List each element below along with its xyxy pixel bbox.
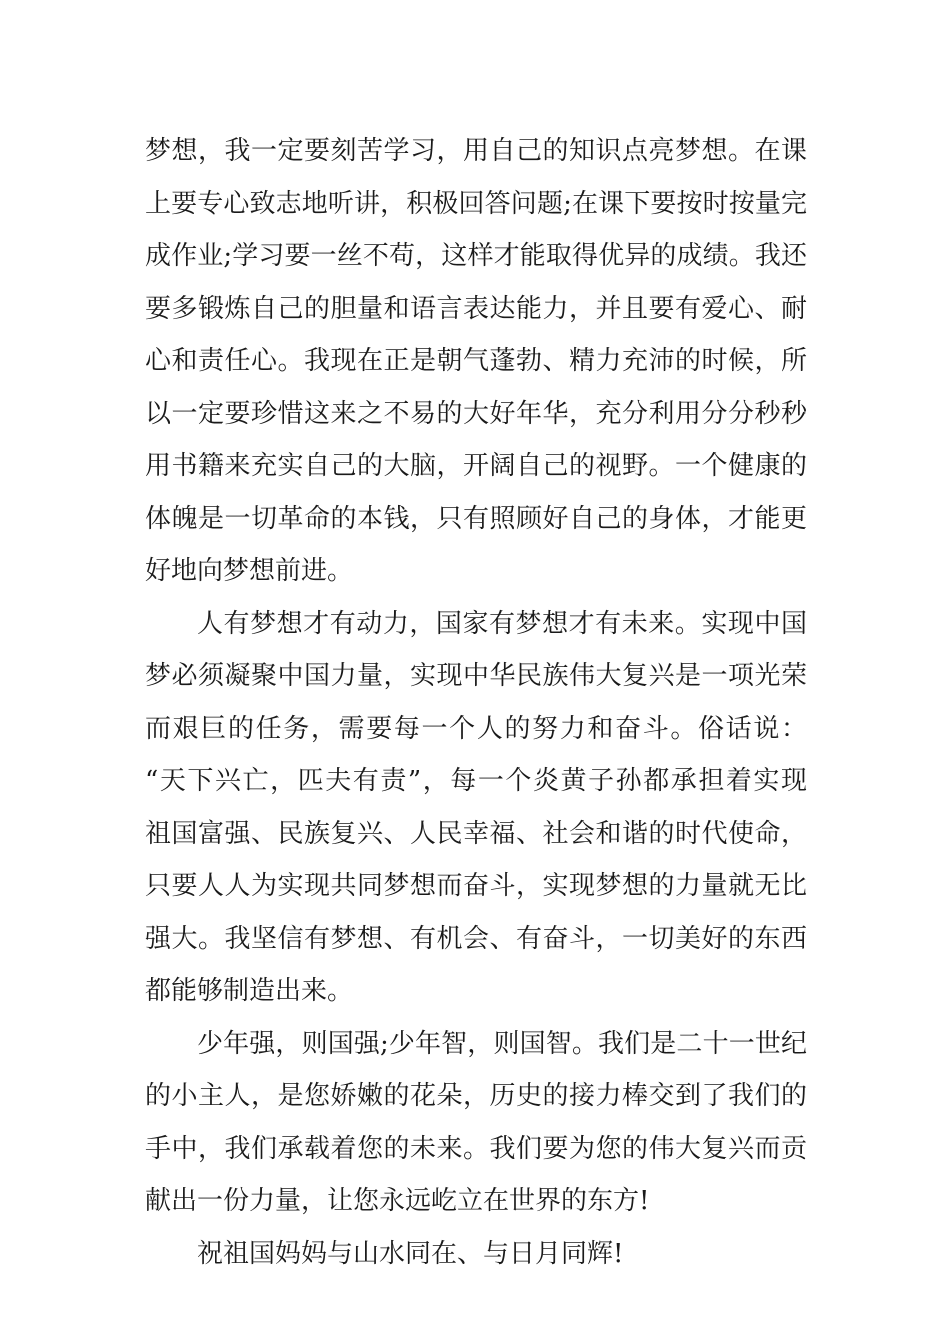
- text-line: 要多锻炼自己的胆量和语言表达能力，并且要有爱心、耐: [145, 293, 807, 324]
- document-body: [145, 125, 807, 1280]
- text-line: 的小主人，是您娇嫩的花朵，历史的接力棒交到了我们的: [145, 1081, 807, 1111]
- text-line: 用书籍来充实自己的大脑，开阔自己的视野。一个健康的: [145, 451, 807, 481]
- text-line: 梦必须凝聚中国力量，实现中华民族伟大复兴是一项光荣: [145, 661, 807, 691]
- text-line: 献出一份力量，让您永远屹立在世界的东方!: [145, 1186, 650, 1216]
- text-line: 成作业;学习要一丝不苟，这样才能取得优异的成绩。我还: [145, 241, 807, 271]
- text-line: 上要专心致志地听讲，积极回答问题;在课下要按时按量完: [145, 188, 807, 219]
- text-line: 人有梦想才有动力，国家有梦想才有未来。实现中国: [197, 608, 807, 639]
- text-line: 强大。我坚信有梦想、有机会、有奋斗，一切美好的东西: [145, 923, 807, 954]
- text-line: 而艰巨的任务，需要每一个人的努力和奋斗。俗话说：: [145, 713, 807, 744]
- text-line: 心和责任心。我现在正是朝气蓬勃、精力充沛的时候，所: [145, 346, 807, 376]
- text-line: 只要人人为实现共同梦想而奋斗，实现梦想的力量就无比: [145, 871, 807, 901]
- text-line: 祝祖国妈妈与山水同在、与日月同辉!: [197, 1238, 624, 1269]
- text-line: “天下兴亡，匹夫有责”，每一个炎黄子孙都承担着实现: [145, 766, 807, 796]
- text-line: 好地向梦想前进。: [145, 556, 354, 586]
- text-line: 体魄是一切革命的本钱，只有照顾好自己的身体，才能更: [145, 503, 807, 534]
- text-line: 手中，我们承载着您的未来。我们要为您的伟大复兴而贡: [145, 1133, 807, 1164]
- text-line: 祖国富强、民族复兴、人民幸福、社会和谐的时代使命，: [145, 818, 807, 849]
- text-line: 少年强，则国强;少年智，则国智。我们是二十一世纪: [197, 1028, 807, 1059]
- text-line: 以一定要珍惜这来之不易的大好年华，充分利用分分秒秒: [145, 398, 807, 429]
- text-line: 梦想，我一定要刻苦学习，用自己的知识点亮梦想。在课: [145, 136, 807, 166]
- text-line: 都能够制造出来。: [145, 976, 354, 1006]
